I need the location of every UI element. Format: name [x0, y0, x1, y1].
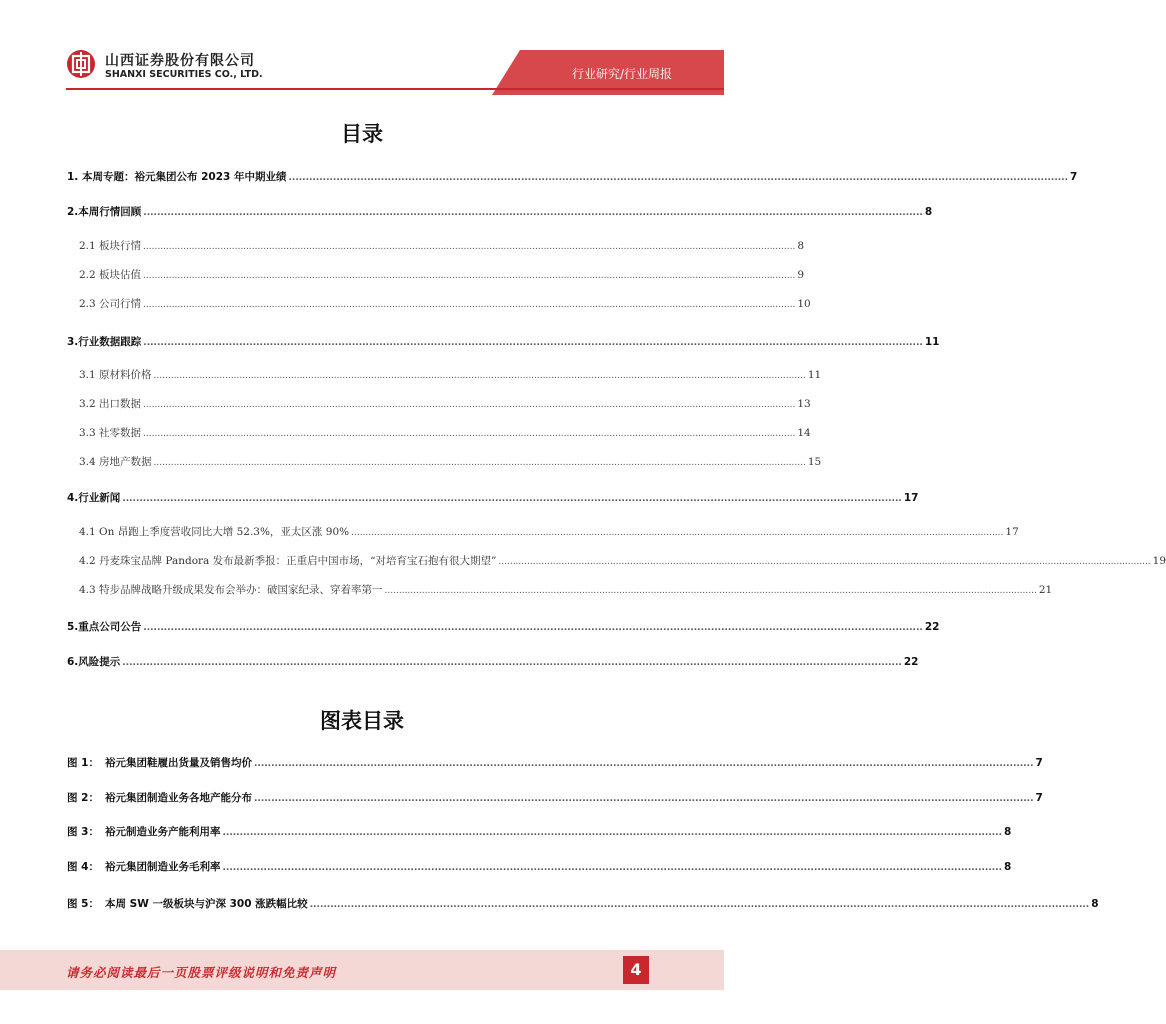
figure-label: 图 4： — [67, 861, 99, 873]
leader-dots: .................................................................................................................................................................................................................................... — [143, 400, 796, 410]
toc-entry[interactable] — [67, 334, 940, 349]
toc-entry-page: 17 — [903, 492, 919, 504]
figure-entry[interactable] — [67, 824, 1012, 839]
toc-entry-page: 14 — [797, 427, 811, 439]
figure-label: 图 1： — [67, 757, 99, 769]
toc-entry-title: 2.本周行情回顾 — [67, 206, 142, 218]
leader-dots: .................................................................................................................................................................................................................................... — [153, 371, 806, 381]
figure-label: 图 3： — [67, 826, 99, 838]
leader-dots: .................................................................................................................................................................................................................................... — [288, 173, 1069, 183]
toc-entry-title: 3.4 房地产数据 — [79, 456, 152, 468]
figure-page: 8 — [1004, 826, 1012, 838]
toc-entry-page: 11 — [924, 336, 940, 348]
leader-dots: .................................................................................................................................................................................................................................... — [153, 458, 806, 468]
toc-entry-page: 8 — [797, 240, 805, 252]
figure-title: 裕元制造业务产能利用率 — [105, 826, 221, 838]
toc-entry[interactable] — [67, 654, 919, 669]
toc-entry-page: 19 — [1152, 555, 1166, 567]
toc-entry[interactable] — [79, 367, 822, 382]
toc-entry-page: 11 — [807, 369, 822, 381]
figure-title: 裕元集团鞋履出货量及销售均价 — [105, 757, 252, 769]
figure-page: 8 — [1091, 898, 1099, 910]
leader-dots: .................................................................................................................................................................................................................................... — [122, 494, 902, 504]
toc-entry[interactable] — [67, 169, 1078, 184]
toc-entry-page: 10 — [797, 298, 811, 310]
toc-entry[interactable] — [79, 524, 1019, 539]
leader-dots: .................................................................................................................................................................................................................................... — [143, 623, 923, 633]
leader-dots: .................................................................................................................................................................................................................................... — [143, 429, 796, 439]
leader-dots: .................................................................................................................................................................................................................................... — [143, 300, 796, 310]
leader-dots: .................................................................................................................................................................................................................................... — [384, 586, 1037, 596]
toc-entry[interactable] — [79, 582, 1053, 597]
leader-dots: .................................................................................................................................................................................................................................... — [254, 794, 1034, 804]
toc-entry-page: 8 — [924, 206, 933, 218]
leader-dots: .................................................................................................................................................................................................................................... — [222, 828, 1003, 838]
toc-entry-title: 2.2 板块估值 — [79, 269, 142, 281]
toc-entry-title: 5.重点公司公告 — [67, 621, 142, 633]
leader-dots: .................................................................................................................................................................................................................................... — [122, 658, 902, 668]
company-name-cn: 山西证券股份有限公司 — [105, 53, 255, 69]
toc-entry-page: 22 — [924, 621, 940, 633]
toc-entry-title: 3.1 原材料价格 — [79, 369, 152, 381]
toc-title: 目录 — [341, 122, 383, 146]
leader-dots: .................................................................................................................................................................................................................................... — [143, 338, 923, 348]
figure-entry[interactable] — [67, 755, 1043, 770]
figure-title: 裕元集团制造业务各地产能分布 — [105, 792, 252, 804]
toc-entry-page: 21 — [1038, 584, 1053, 596]
leader-dots: .................................................................................................................................................................................................................................... — [309, 900, 1090, 910]
leader-dots: .................................................................................................................................................................................................................................... — [143, 208, 923, 218]
figure-page: 8 — [1004, 861, 1012, 873]
toc-entry[interactable] — [67, 490, 919, 505]
toc-entry-page: 9 — [797, 269, 805, 281]
toc-entry-title: 6.风险提示 — [67, 656, 121, 668]
leader-dots: .................................................................................................................................................................................................................................... — [143, 271, 796, 281]
leader-dots: .................................................................................................................................................................................................................................... — [498, 557, 1151, 567]
toc-entry-title: 4.3 特步品牌战略升级成果发布会举办：破国家纪录、穿着率第一 — [79, 584, 383, 596]
toc-entry[interactable] — [79, 553, 1166, 568]
toc-entry-page: 15 — [807, 456, 822, 468]
toc-entry[interactable] — [67, 619, 940, 634]
toc-entry-title: 4.2 丹麦珠宝品牌 Pandora 发布最新季报：正重启中国市场，“对培育宝石抱有很大期望” — [79, 555, 497, 567]
toc-entry[interactable] — [67, 204, 933, 219]
figure-title: 本周 SW 一级板块与沪深 300 涨跌幅比较 — [105, 898, 308, 910]
toc-entry[interactable] — [79, 396, 811, 411]
toc-entry-title: 2.1 板块行情 — [79, 240, 142, 252]
toc-entry-title: 1. 本周专题：裕元集团公布 2023 年中期业绩 — [67, 171, 287, 183]
company-name-en: SHANXI SECURITIES CO., LTD. — [105, 69, 263, 80]
toc-entry[interactable] — [79, 454, 822, 469]
toc-entry-page: 17 — [1005, 526, 1019, 538]
figure-entry[interactable] — [67, 896, 1099, 911]
toc-entry-title: 4.行业新闻 — [67, 492, 121, 504]
toc-entry-page: 13 — [797, 398, 811, 410]
toc-entry-page: 22 — [903, 656, 919, 668]
report-type-label: 行业研究/行业周报 — [571, 67, 672, 81]
toc-entry-title: 4.1 On 昂跑上季度营收同比大增 52.3%，亚太区涨 90% — [79, 526, 350, 538]
figure-entry[interactable] — [67, 790, 1043, 805]
figure-entry[interactable] — [67, 859, 1012, 874]
company-logo-icon — [66, 49, 96, 79]
toc-entry-title: 3.2 出口数据 — [79, 398, 142, 410]
figure-label: 图 2： — [67, 792, 99, 804]
toc-entry[interactable] — [79, 425, 811, 440]
toc-entry-title: 3.行业数据跟踪 — [67, 336, 142, 348]
footer-disclaimer: 请务必阅读最后一页股票评级说明和免责声明 — [66, 965, 337, 980]
leader-dots: .................................................................................................................................................................................................................................... — [351, 528, 1004, 538]
page-header — [0, 0, 724, 95]
leader-dots: .................................................................................................................................................................................................................................... — [254, 759, 1034, 769]
leader-dots: .................................................................................................................................................................................................................................... — [143, 242, 796, 252]
toc-entry-title: 2.3 公司行情 — [79, 298, 142, 310]
figure-page: 7 — [1035, 757, 1043, 769]
figure-title: 裕元集团制造业务毛利率 — [105, 861, 221, 873]
toc-entry[interactable] — [79, 267, 805, 282]
figure-page: 7 — [1035, 792, 1043, 804]
toc-entry-title: 3.3 社零数据 — [79, 427, 142, 439]
toc-entry-page: 7 — [1070, 171, 1078, 183]
figure-label: 图 5： — [67, 898, 99, 910]
toc-entry[interactable] — [79, 238, 805, 253]
page-number: 4 — [623, 956, 649, 984]
toc-entry[interactable] — [79, 296, 811, 311]
leader-dots: .................................................................................................................................................................................................................................... — [222, 863, 1003, 873]
figures-toc-title: 图表目录 — [320, 709, 404, 733]
